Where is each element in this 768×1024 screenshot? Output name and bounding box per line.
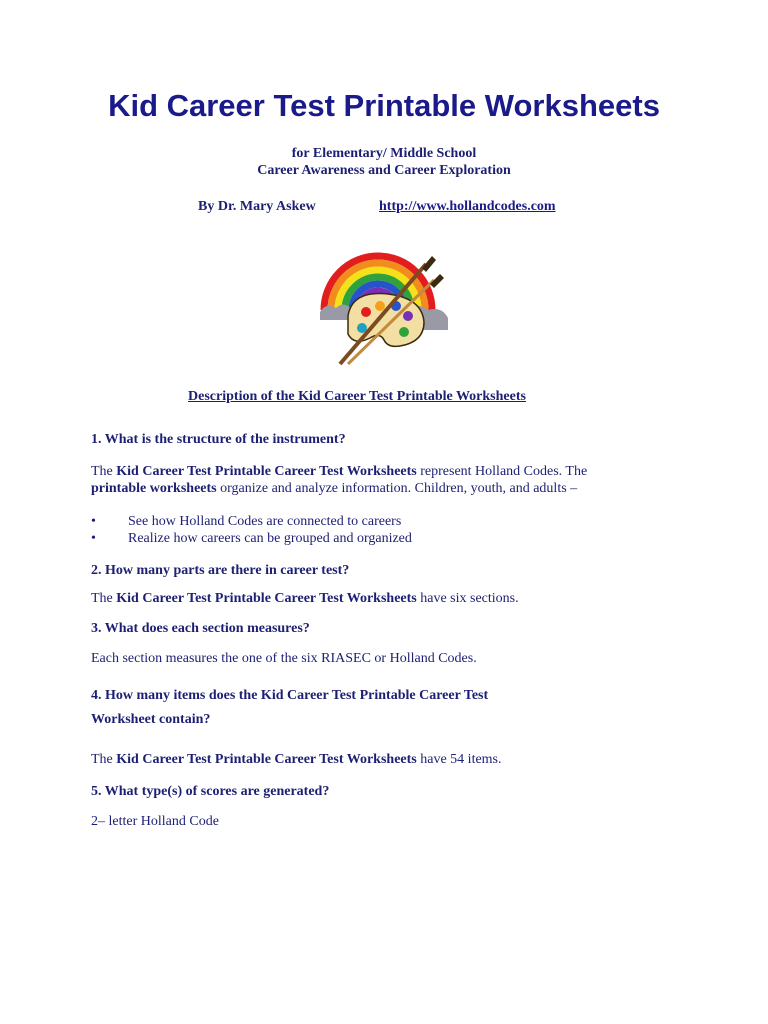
subtitle-line-1: for Elementary/ Middle School <box>291 146 477 161</box>
question-5: 5. What type(s) of scores are generated? <box>91 784 330 799</box>
answer-2-rest: have six sections. <box>416 591 519 606</box>
answer-2-bold: Kid Career Test Printable Career Test Worksheets <box>116 591 417 606</box>
rainbow-palette-brushes-icon <box>318 250 450 366</box>
description-heading: Description of the Kid Career Test Printable Worksheets <box>188 389 526 404</box>
page-title: Kid Career Test Printable Worksheets <box>108 88 660 123</box>
author-name: By Dr. Mary Askew <box>198 199 316 214</box>
bullet-text: Realize how careers can be grouped and organized <box>128 531 412 546</box>
answer-1-rest-2: organize and analyze information. Children, youth, and adults – <box>216 481 578 496</box>
bullet-icon: • <box>91 531 96 546</box>
answer-1-paragraph <box>91 463 691 497</box>
answer-4-bold: Kid Career Test Printable Career Test Worksheets <box>116 752 417 767</box>
answer-4 <box>91 751 691 768</box>
answer-1-prefix: The <box>91 464 117 479</box>
list-item <box>91 513 691 530</box>
answer-3: Each section measures the one of the six RIASEC or Holland Codes. <box>91 651 477 666</box>
question-4-line-2: Worksheet contain? <box>91 712 211 727</box>
question-3: 3. What does each section measures? <box>91 621 310 636</box>
question-4-line-1: 4. How many items does the Kid Career Test Printable Career Test <box>91 688 489 703</box>
website-link[interactable]: http://www.hollandcodes.com <box>379 199 556 214</box>
answer-1-rest: represent Holland Codes. The <box>416 464 588 479</box>
answer-4-rest: have 54 items. <box>416 752 502 767</box>
bullet-list <box>91 513 691 547</box>
answer-2 <box>91 590 691 607</box>
answer-1-bold-worksheets: printable worksheets <box>91 481 217 496</box>
subtitle-line-2: Career Awareness and Career Exploration <box>257 163 511 178</box>
answer-2-prefix: The <box>91 591 117 606</box>
question-1: 1. What is the structure of the instrument? <box>91 432 346 447</box>
bullet-icon: • <box>91 514 96 529</box>
answer-1-bold-title: Kid Career Test Printable Career Test Worksheets <box>116 464 417 479</box>
question-2: 2. How many parts are there in career test? <box>91 563 350 578</box>
answer-4-prefix: The <box>91 752 117 767</box>
answer-5: 2– letter Holland Code <box>91 814 219 829</box>
list-item <box>91 530 691 547</box>
bullet-text: See how Holland Codes are connected to careers <box>128 514 402 529</box>
